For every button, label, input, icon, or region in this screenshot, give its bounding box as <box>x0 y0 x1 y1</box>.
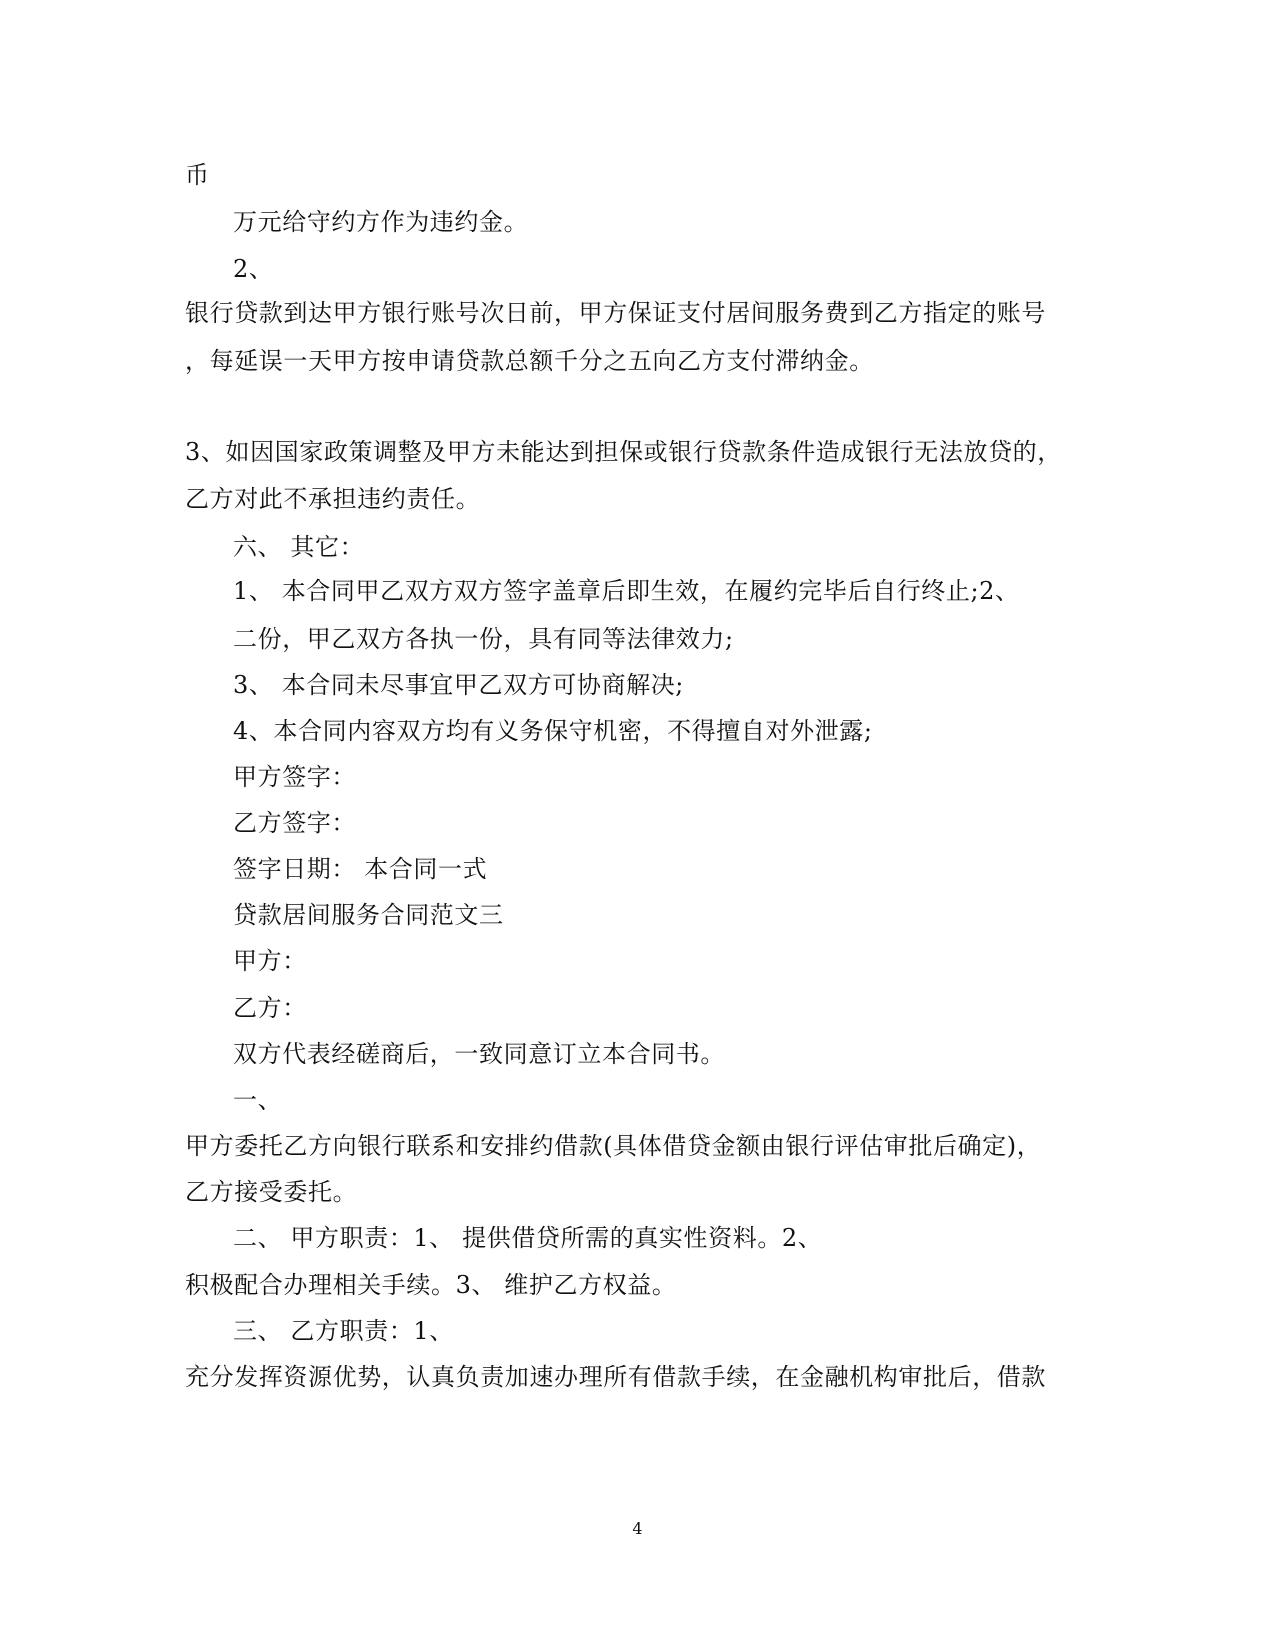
signature-label: 乙方签字： <box>233 809 356 837</box>
page-number: 4 <box>632 1519 643 1538</box>
text-line: 3、 本合同未尽事宜甲乙双方可协商解决; <box>233 671 684 699</box>
text-line: 币 <box>185 161 210 189</box>
text-line: ，每延误一天甲方按申请贷款总额千分之五向乙方支付滞纳金。 <box>185 347 874 375</box>
text-line: 甲方委托乙方向银行联系和安排约借款(具体借贷金额由银行评估审批后确定)， <box>185 1132 1042 1160</box>
text-line: 乙方接受委托。 <box>185 1178 358 1206</box>
party-label: 甲方： <box>233 947 307 975</box>
signature-label: 甲方签字： <box>233 763 356 791</box>
text-line: 银行贷款到达甲方银行账号次日前，甲方保证支付居间服务费到乙方指定的账号 <box>185 299 1046 327</box>
text-line: 3、如因国家政策调整及甲方未能达到担保或银行贷款条件造成银行无法放贷的， <box>185 438 1062 466</box>
text-line: 充分发挥资源优势，认真负责加速办理所有借款手续，在金融机构审批后，借款 <box>185 1363 1046 1391</box>
text-line: 二份，甲乙双方各执一份，具有同等法律效力; <box>233 625 734 653</box>
section-heading: 六、 其它： <box>233 533 365 561</box>
section-heading: 二、 甲方职责：1、 提供借贷所需的真实性资料。2、 <box>233 1224 823 1252</box>
text-line: 乙方对此不承担违约责任。 <box>185 485 481 513</box>
section-heading: 一、 <box>233 1086 283 1114</box>
text-line: 2、 <box>233 255 274 283</box>
text-line: 4、本合同内容双方均有义务保守机密，不得擅自对外泄露; <box>233 717 873 745</box>
party-label: 乙方： <box>233 994 307 1022</box>
signature-date-label: 签字日期： 本合同一式 <box>233 855 488 883</box>
text-line: 万元给守约方作为违约金。 <box>233 208 529 236</box>
text-line: 1、 本合同甲乙双方双方签字盖章后即生效，在履约完毕后自行终止;2、 <box>233 577 1020 605</box>
text-line: 双方代表经磋商后，一致同意订立本合同书。 <box>233 1040 725 1068</box>
section-heading: 三、 乙方职责：1、 <box>233 1317 454 1345</box>
text-line: 积极配合办理相关手续。3、 维护乙方权益。 <box>185 1271 677 1299</box>
document-title: 贷款居间服务合同范文三 <box>233 901 504 929</box>
